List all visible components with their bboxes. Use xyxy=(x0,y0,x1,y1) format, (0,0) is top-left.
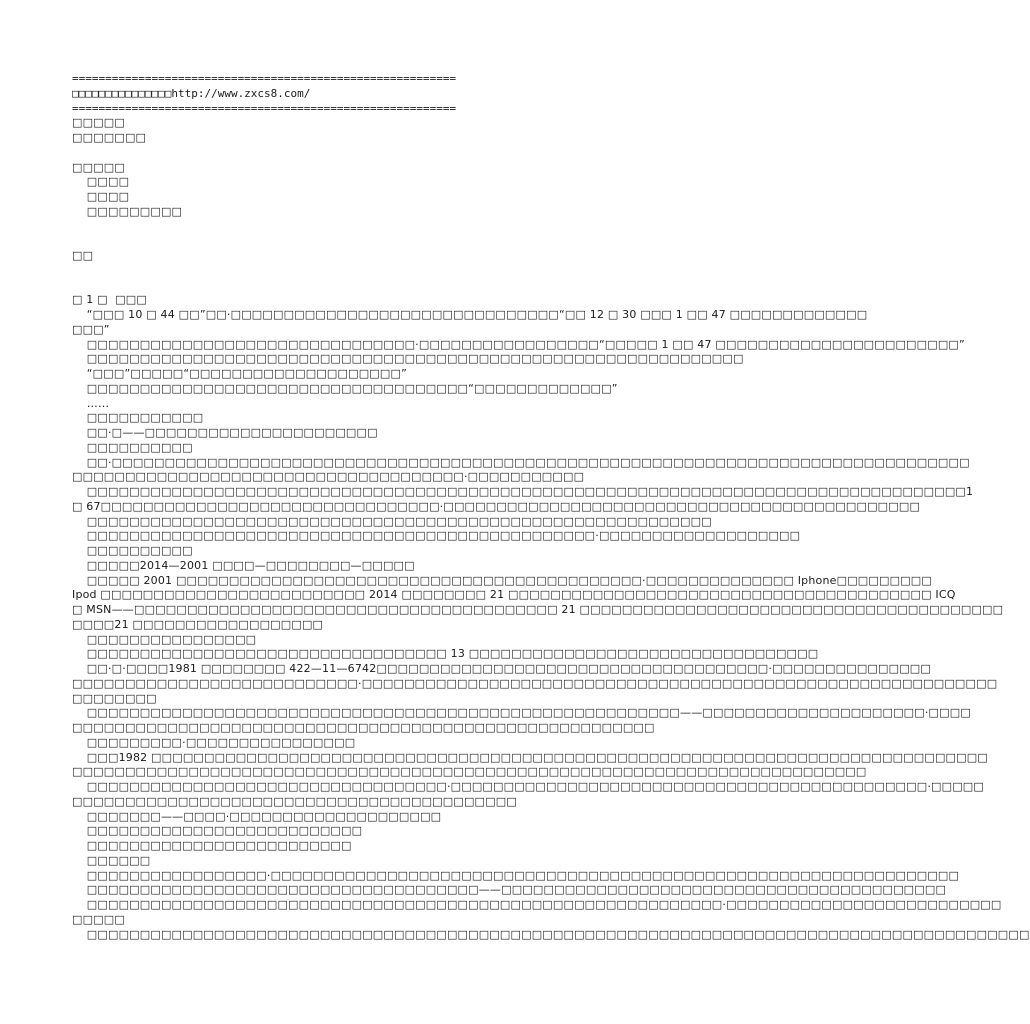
text-line: □□□□□□□□□□□□□□□□□□□□□□□□□□□□□□□□□□□□□□□□□□□□□□□□·□□□□□□□□□□□□□□□□□□□ xyxy=(72,529,801,543)
book-author: □□□□□□□ xyxy=(72,131,147,144)
text-line: □□□□□□□□□□□□□□□□□□□□□□□□□□□□□□□□□□□□□□□□□□□□□□□□□□□□□□□□□□□□□□□□□□□□□□□□□□□ xyxy=(72,765,867,779)
text-line: □□□□□□□□ xyxy=(72,691,157,705)
text-line: □□□□□ xyxy=(72,912,125,926)
text-line: □□□□□□□——□□□□·□□□□□□□□□□□□□□□□□□□□ xyxy=(72,809,442,823)
text-line: □□□□□□□□□□□□□□□□□□□□□□□□□□□□□□□□□□·□□□□□□□□□□□□□□□□□□□□□□□□□□□□□□□□□□□□□□□□□□□□□·□□□□□ xyxy=(72,780,984,793)
text-line: □□□□□□□□□·□□□□□□□□□□□□□□□□ xyxy=(72,735,356,749)
text-line: □□□□ xyxy=(72,190,130,203)
text-line: □□ xyxy=(72,249,94,262)
text-line: □□□□□□ xyxy=(72,853,151,867)
text-line: Ipod □□□□□□□□□□□□□□□□□□□□□□□□□ 2014 □□□□□□□□ 21 □□□□□□□□□□□□□□□□□□□□□□□□□□□□□□□□□□□□□□□□ ICQ xyxy=(72,588,956,602)
text-line: □ MSN——□□□□□□□□□□□□□□□□□□□□□□□□□□□□□□□□□□□□□□□□ 21 □□□□□□□□□□□□□□□□□□□□□□□□□□□□□□□□□□□□□□□□ xyxy=(72,603,1004,616)
source-url-line: □□□□□□□□□□□□□□□http://www.zxcs8.com/ xyxy=(72,86,311,100)
text-line: □□□□□□□□□□□□□□□□□□□□□□□□□□□□□□□□□□□□□□□□□□□□□□□□□□□□□□□□□□□□□□□□□□□□□□□□□□□□□□□□□□□□□□□□□ xyxy=(72,927,1030,941)
text-line: □□□□□□□□□□□□□□□□□□□□□□□□□□ xyxy=(72,824,363,838)
text-line: □□□□□□□□□□□□□□□□□□□□□□□□□□□□□□□·□□□□□□□□□□□□□□□□□“□□□□□ 1 □□ 47 □□□□□□□□□□□□□□□□□□□□□□□” xyxy=(72,337,965,351)
text-line: □□·□——□□□□□□□□□□□□□□□□□□□□□□ xyxy=(72,426,378,439)
document-body xyxy=(72,146,1030,943)
text-line: □□□□□□□□□□□□□□□□□·□□□□□□□□□□□□□□□□□□□□□□□□□□□□□□□□□□□□□□□□□□□□□□□□□□□□□□□□□□□□□□□□□ xyxy=(72,868,960,882)
text-line: □ 1 □ □□□ xyxy=(72,293,147,307)
text-line: □□□□□□□□□□□□□□□□□□□□□□□□□□□□□□□□□□□□“□□□□□□□□□□□□□” xyxy=(72,381,618,395)
text-line xyxy=(72,234,702,249)
header-separator: ========================================================== xyxy=(72,101,457,115)
text-line: □□□□□□□□□□□□□□□□ xyxy=(72,632,257,646)
text-line xyxy=(72,264,702,279)
text-line: □□□□□□□□□□□□□□□□□□□□□□□□□□□□□□□□□□□□□□□□□□□□□□□□□□□□□□□□□□□□□□□□□□□□□□□□□□□□□□□□□□□1 xyxy=(72,485,974,498)
text-line: □□□□□□□□□□□□□□□□□□□□□□□□□ xyxy=(72,839,352,852)
text-line: □□·□·□□□□1981 □□□□□□□□ 422—11—6742□□□□□□□□□□□□□□□□□□□□□□□□□□□□□□□□□□□□□·□□□□□□□□□□□□□□□ xyxy=(72,662,931,675)
text-line: □□□” xyxy=(72,322,110,336)
text-line: □□□□□□□□□□□□□□□□□□□□□□□□□□□□□□□□□□□□□□□□□□□□□□□□□□□□□□□□□□□ xyxy=(72,514,712,528)
text-line: □□□□□□□□□□□□□□□□□□□□□□□□□□□□□□□□□□□□□·□□□□□□□□□□□ xyxy=(72,470,585,484)
text-line xyxy=(72,279,702,294)
text-line xyxy=(72,220,702,235)
text-line: □□□□□□□□□□□□□□□□□□□□□□□□□□□□□□□□□□□□□□□□□□ xyxy=(72,794,517,808)
text-line: □□□□□ 2001 □□□□□□□□□□□□□□□□□□□□□□□□□□□□□□□□□□□□□□□□□□□□·□□□□□□□□□□□□□□ Iphone□□□□□□□□□ xyxy=(72,573,932,587)
text-line: □□□□□□□□□□□□□□□□□□□□□□□□□□□□□□□□□□□□□□□□□□□□□□□□□□□□□□□□□□□□·□□□□□□□□□□□□□□□□□□□□□□□□□□ xyxy=(72,898,1002,911)
text-line xyxy=(72,146,702,161)
text-line: □□□□□□□□□□□□□□□□□□□□□□□□□□□□□□□□□□□□□□□□□□□□□□□□□□□□□□□ xyxy=(72,721,655,734)
text-line: □□□□□ xyxy=(72,160,125,174)
text-line: □ 67□□□□□□□□□□□□□□□□□□□□□□□□□□□□□□□□·□□□□□□□□□□□□□□□□□□□□□□□□□□□□□□□□□□□□□□□□□□□□□ xyxy=(72,499,921,513)
text-line: “□□□ 10 □ 44 □□”□□·□□□□□□□□□□□□□□□□□□□□□□□□□□□□□□□“□□ 12 □ 30 □□□ 1 □□ 47 □□□□□□□□□□□□□ xyxy=(72,308,868,321)
text-line: □□□□□□□□□□ xyxy=(72,440,193,454)
text-line: □□□□□□□□□ xyxy=(72,204,183,218)
text-line: □□□□21 □□□□□□□□□□□□□□□□□□ xyxy=(72,617,324,631)
text-line: □□□□□□□□□□□□□□□□□□□□□□□□□□□□□□□□□□□□□□□□□□□□□□□□□□□□□□□□□□□□□□ xyxy=(72,352,744,366)
text-line: “□□□”□□□□□“□□□□□□□□□□□□□□□□□□□□” xyxy=(72,367,407,380)
text-line: □□□1982 □□□□□□□□□□□□□□□□□□□□□□□□□□□□□□□□□□□□□□□□□□□□□□□□□□□□□□□□□□□□□□□□□□□□□□□□□□□□□□□ xyxy=(72,750,988,764)
text-line: □□□□ xyxy=(72,175,130,189)
text-line: □□□□□□□□□□ xyxy=(72,544,193,557)
text-line: □□□□□□□□□□□ xyxy=(72,411,204,425)
text-line: □□□□□□□□□□□□□□□□□□□□□□□□□□□□□□□□□□□□□□□□□□□□□□□□□□□□□□□□——□□□□□□□□□□□□□□□□□□□□□·□□□□ xyxy=(72,706,971,720)
text-line: □□□□□□□□□□□□□□□□□□□□□□□□□□□□□□□□□□□□□——□□□□□□□□□□□□□□□□□□□□□□□□□□□□□□□□□□□□□□□□□□ xyxy=(72,883,947,897)
text-line: □□·□□□□□□□□□□□□□□□□□□□□□□□□□□□□□□□□□□□□□□□□□□□□□□□□□□□□□□□□□□□□□□□□□□□□□□□□□□□□□□□□□ xyxy=(72,455,970,469)
document-page xyxy=(72,72,1030,942)
text-line: □□□□□□□□□□□□□□□□□□□□□□□□□□□□□□□□□□ 13 □□□□□□□□□□□□□□□□□□□□□□□□□□□□□□□□□ xyxy=(72,647,819,661)
header-separator: ========================================================== xyxy=(72,72,457,85)
text-line: …… xyxy=(72,396,110,410)
text-line: □□□□□2014—2001 □□□□—□□□□□□□□—□□□□□ xyxy=(72,558,415,572)
book-title: □□□□□ xyxy=(72,116,125,130)
text-line: □□□□□□□□□□□□□□□□□□□□□□□□□□□·□□□□□□□□□□□□□□□□□□□□□□□□□□□□□□□□□□□□□□□□□□□□□□□□□□□□□□□□□□□□ xyxy=(72,676,998,690)
